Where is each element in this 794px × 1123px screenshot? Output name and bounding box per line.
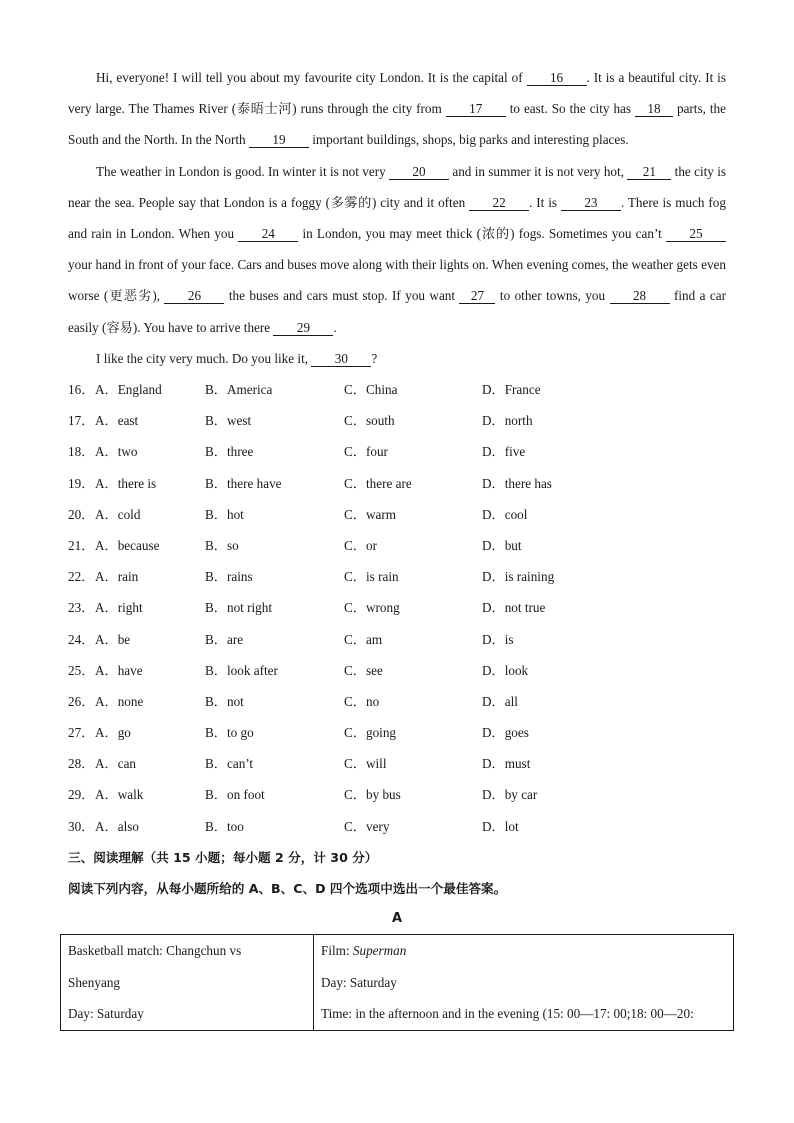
basketball-match-teams: Shenyang [68, 974, 121, 990]
option-d[interactable]: D．is [482, 631, 514, 647]
option-c[interactable]: C．is rain [344, 569, 399, 585]
option-b[interactable]: B．look after [205, 662, 278, 678]
question-number: 28． [68, 756, 95, 772]
question-number: 17． [68, 413, 95, 429]
passage-text: the buses and cars must stop. If you want [224, 288, 460, 304]
option-d[interactable]: D．must [482, 756, 531, 772]
question-number: 21． [68, 537, 95, 553]
option-c[interactable]: C．four [344, 444, 388, 460]
film-cell [314, 935, 734, 1031]
option-d[interactable]: D．is raining [482, 569, 555, 585]
blank-23[interactable]: 23 [561, 196, 621, 211]
passage-text: Hi, everyone! I will tell you about my favourite city London. It is the capital of [96, 70, 527, 85]
section-instruction: 阅读下列内容，从每小题所给的 A、B、C、D 四个选项中选出一个最佳答案。 [68, 880, 507, 896]
question-number: 23． [68, 600, 95, 616]
option-c[interactable]: C．am [344, 631, 383, 647]
passage-text: and in summer it is not very hot, [449, 163, 628, 179]
passage-paragraph-3 [68, 343, 726, 374]
options-list [68, 374, 726, 842]
option-d[interactable]: D．look [482, 662, 529, 678]
option-a[interactable]: A．can [95, 756, 137, 772]
option-b[interactable]: B．so [205, 537, 239, 553]
blank-30[interactable]: 30 [311, 352, 371, 367]
option-row [68, 405, 726, 436]
blank-20[interactable]: 20 [389, 165, 449, 180]
question-number: 25． [68, 662, 95, 678]
option-a[interactable]: A．there is [95, 475, 157, 491]
passage-text: . It is [529, 194, 561, 210]
option-d[interactable]: D．by car [482, 787, 538, 803]
option-b[interactable]: B．too [205, 818, 244, 834]
blank-25[interactable]: 25 [666, 227, 726, 242]
film-line [321, 935, 726, 967]
blank-26[interactable]: 26 [164, 289, 224, 304]
option-row [68, 686, 726, 717]
option-c[interactable]: C．very [344, 818, 390, 834]
question-number: 26． [68, 693, 95, 709]
section-title: 三、阅读理解（共 15 小题；每小题 2 分，计 30 分） [68, 849, 378, 865]
option-b[interactable]: B．not [205, 693, 244, 709]
passage-text: your hand in front of your face. Cars and buses move along with their lights on. When evening comes, the weather gets even worse (更恶劣), [68, 257, 726, 304]
part-label: A [391, 910, 403, 926]
option-row [68, 530, 726, 561]
question-number: 29． [68, 787, 95, 803]
film-label: Film: [321, 943, 353, 958]
option-row [68, 717, 726, 748]
option-c[interactable]: C．China [344, 382, 398, 398]
option-b[interactable]: B．on foot [205, 787, 265, 803]
option-row [68, 561, 726, 592]
blank-28[interactable]: 28 [610, 289, 670, 304]
passage-text: important buildings, shops, big parks and interesting places. [308, 132, 629, 148]
option-d[interactable]: D．five [482, 444, 526, 460]
blank-19[interactable]: 19 [249, 133, 309, 148]
question-number: 20． [68, 506, 95, 522]
passage-text: find a car easily (容易). You have to arrive there [68, 288, 726, 335]
option-d[interactable]: D．north [482, 413, 533, 429]
option-row [68, 374, 726, 405]
option-a[interactable]: A．two [95, 444, 138, 460]
passage-paragraph-2 [68, 156, 726, 343]
question-number: 19． [68, 475, 95, 491]
option-d[interactable]: D．lot [482, 818, 519, 834]
option-row [68, 436, 726, 467]
option-c[interactable]: C．going [344, 725, 397, 741]
passage-paragraph-1 [68, 62, 726, 156]
option-b[interactable]: B．three [205, 444, 254, 460]
option-b[interactable]: B．hot [205, 506, 244, 522]
passage-text: The weather in London is good. In winter it is not very [96, 163, 390, 179]
exam-page [68, 62, 726, 934]
option-c[interactable]: C．warm [344, 506, 397, 522]
passage-text: . [333, 319, 337, 335]
option-c[interactable]: C．will [344, 756, 387, 772]
option-a[interactable]: A．England [95, 382, 162, 398]
option-a[interactable]: A．be [95, 631, 131, 647]
option-row [68, 779, 726, 810]
option-c[interactable]: C．by bus [344, 787, 401, 803]
option-d[interactable]: D．not true [482, 600, 546, 616]
option-b[interactable]: B．to go [205, 725, 254, 741]
option-a[interactable]: A．have [95, 662, 143, 678]
option-row [68, 592, 726, 623]
blank-18[interactable]: 18 [635, 102, 673, 117]
option-row [68, 748, 726, 779]
passage-text: the city is near the sea. People say that London is a foggy (多雾的) city and it often [68, 163, 726, 210]
option-row [68, 499, 726, 530]
option-b[interactable]: B．America [205, 382, 273, 398]
option-b[interactable]: B．are [205, 631, 244, 647]
film-title: Superman [352, 943, 407, 958]
option-a[interactable]: A．right [95, 600, 143, 616]
option-a[interactable]: A．walk [95, 787, 144, 803]
basketball-match-label: Basketball match: Changchun vs [68, 943, 242, 958]
option-row [68, 811, 726, 842]
blank-27[interactable]: 27 [459, 289, 495, 304]
option-a[interactable]: A．east [95, 413, 139, 429]
option-b[interactable]: B．there have [205, 475, 282, 491]
blank-21[interactable]: 21 [627, 165, 671, 180]
option-a[interactable]: A．cold [95, 506, 141, 522]
basketball-cell [61, 935, 314, 1031]
option-a[interactable]: A．because [95, 537, 160, 553]
option-d[interactable]: D．but [482, 537, 522, 553]
option-c[interactable]: C．or [344, 537, 377, 553]
option-d[interactable]: D．there has [482, 475, 552, 491]
option-row [68, 655, 726, 686]
passage-text: to other towns, you [495, 288, 610, 304]
question-number: 16． [68, 382, 95, 398]
passage-text: to east. So the city has [505, 101, 635, 117]
passage-text: parts, the South and the North. In the North [68, 101, 726, 148]
basketball-day: Day: Saturday [68, 1006, 144, 1021]
passage-text: . It is a beautiful city. It is very large. The Thames River (泰晤士河) runs through the city from [68, 70, 726, 117]
option-c[interactable]: C．south [344, 413, 395, 429]
blank-16[interactable]: 16 [527, 71, 587, 86]
option-a[interactable]: A．rain [95, 569, 139, 585]
info-table [60, 934, 734, 1031]
passage-text: I like the city very much. Do you like it, [96, 350, 312, 366]
blank-22[interactable]: 22 [469, 196, 529, 211]
option-b[interactable]: B．rains [205, 569, 253, 585]
question-number: 22． [68, 569, 95, 585]
question-number: 18． [68, 444, 95, 460]
film-day: Day: Saturday [321, 974, 397, 990]
option-a[interactable]: A．also [95, 818, 139, 834]
option-d[interactable]: D．France [482, 382, 541, 398]
blank-29[interactable]: 29 [273, 321, 333, 336]
option-row [68, 624, 726, 655]
option-d[interactable]: D．all [482, 693, 518, 709]
film-time: Time: in the afternoon and in the evening (15: 00—17: 00;18: 00—20: [321, 1006, 694, 1021]
option-c[interactable]: C．wrong [344, 600, 400, 616]
option-b[interactable]: B．not right [205, 600, 273, 616]
option-row [68, 468, 726, 499]
option-d[interactable]: D．goes [482, 725, 529, 741]
table-row [61, 935, 734, 1031]
passage-text: in London, you may meet thick (浓的) fogs. Sometimes you can’t [298, 226, 666, 242]
question-number: 24． [68, 631, 95, 647]
blank-17[interactable]: 17 [446, 102, 506, 117]
blank-24[interactable]: 24 [238, 227, 298, 242]
option-c[interactable]: C．see [344, 662, 383, 678]
option-a[interactable]: A．go [95, 725, 131, 741]
option-c[interactable]: C．there are [344, 475, 412, 491]
option-b[interactable]: B．west [205, 413, 252, 429]
passage-text: ? [371, 350, 378, 366]
option-a[interactable]: A．none [95, 693, 144, 709]
question-number: 30． [68, 818, 95, 834]
question-number: 27． [68, 725, 95, 741]
option-b[interactable]: B．can’t [205, 756, 254, 772]
option-c[interactable]: C．no [344, 693, 380, 709]
passage-text: . There is much fog and rain in London. When you [68, 194, 726, 242]
option-d[interactable]: D．cool [482, 506, 528, 522]
